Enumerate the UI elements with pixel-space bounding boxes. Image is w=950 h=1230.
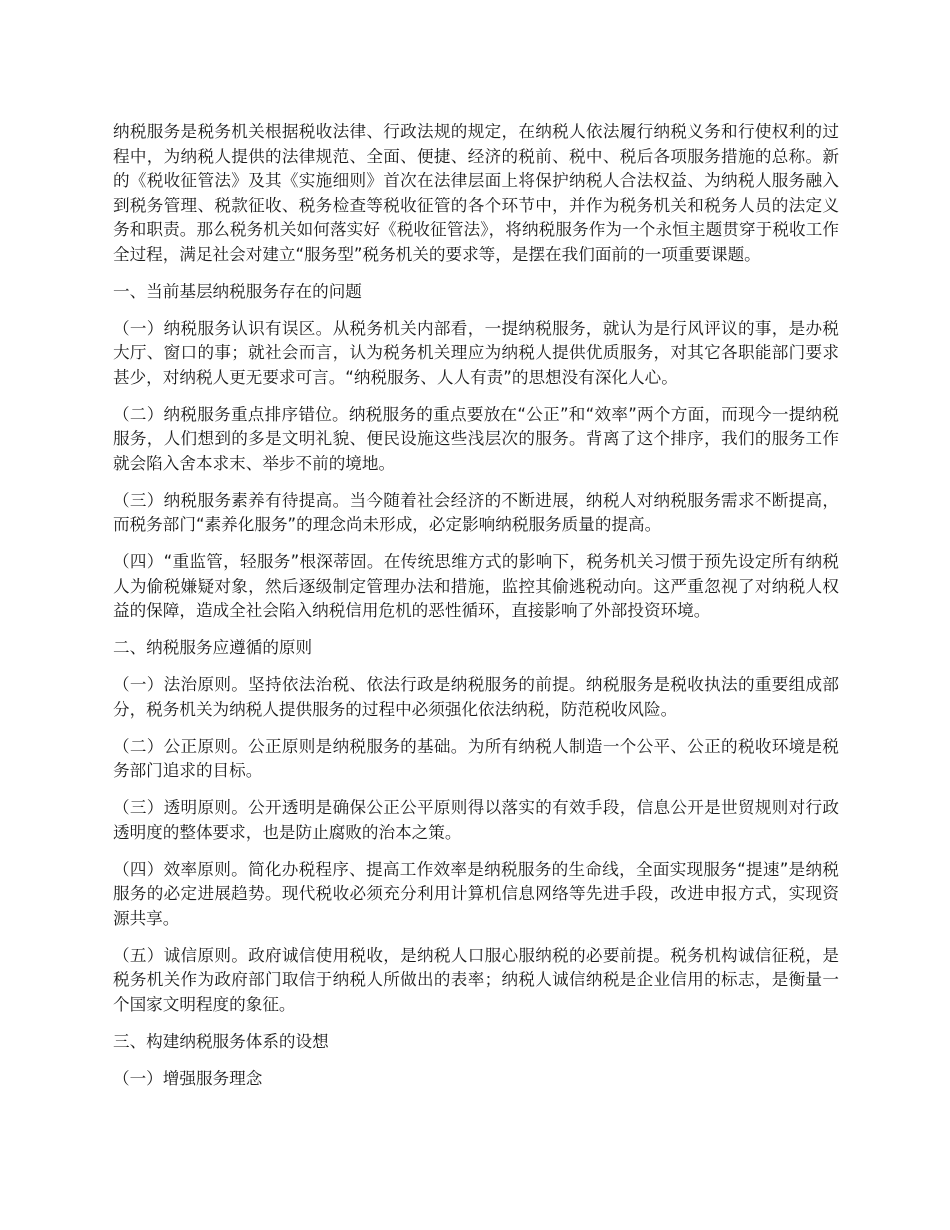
section1-paragraph-2: （二）纳税服务重点排序错位。纳税服务的重点要放在“公正”和“效率”两个方面，而现今一提纳税服务，人们想到的多是文明礼貌、便民设施这些浅层次的服务。背离了这个排序，我们的服务工作就会陷入舍本求末、举步不前的境地。 xyxy=(113,404,839,473)
section2-paragraph-3: （三）透明原则。公开透明是确保公正公平原则得以落实的有效手段，信息公开是世贸规则对行政透明度的整体要求，也是防止腐败的治本之策。 xyxy=(113,798,839,842)
section1-paragraph-1: （一）纳税服务认识有误区。从税务机关内部看，一提纳税服务，就认为是行风评议的事，是办税大厅、窗口的事；就社会而言，认为税务机关理应为纳税人提供优质服务，对其它各职能部门要求甚少，对纳税人更无要求可言。“纳税服务、人人有责”的思想没有深化人心。 xyxy=(113,318,839,387)
section-heading-2: 二、纳税服务应遵循的原则 xyxy=(113,638,313,657)
intro-paragraph: 纳税服务是税务机关根据税收法律、行政法规的规定，在纳税人依法履行纳税义务和行使权利的过程中，为纳税人提供的法律规范、全面、便捷、经济的税前、税中、税后各项服务措施的总称。新的《税收征管法》及其《实施细则》首次在法律层面上将保护纳税人合法权益、为纳税人服务融入到税务管理、税款征收、税务检查等税收征管的各个环节中，并作为税务机关和税务人员的法定义务和职责。那么税务机关如何落实好《税收征管法》，将纳税服务作为一个永恒主题贯穿于税收工作全过程，满足社会对建立“服务型”税务机关的要求等，是摆在我们面前的一项重要课题。 xyxy=(113,122,839,264)
section2-paragraph-1: （一）法治原则。坚持依法治税、依法行政是纳税服务的前提。纳税服务是税收执法的重要组成部分，税务机关为纳税人提供服务的过程中必须强化依法纳税，防范税收风险。 xyxy=(113,675,839,719)
document-page xyxy=(113,120,839,1104)
section-heading-1: 一、当前基层纳税服务存在的问题 xyxy=(113,281,362,301)
section2-paragraph-4: （四）效率原则。简化办税程序、提高工作效率是纳税服务的生命线，全面实现服务“提速”是纳税服务的必定进展趋势。现代税收必须充分利用计算机信息网络等先进手段，改进申报方式，实现资源共享。 xyxy=(113,859,839,928)
section3-paragraph-1: （一）增强服务理念 xyxy=(113,1068,263,1088)
section2-paragraph-2: （二）公正原则。公正原则是纳税服务的基础。为所有纳税人制造一个公平、公正的税收环境是税务部门追求的目标。 xyxy=(113,736,839,780)
section2-paragraph-5: （五）诚信原则。政府诚信使用税收，是纳税人口服心服纳税的必要前提。税务机构诚信征税，是税务机关作为政府部门取信于纳税人所做出的表率；纳税人诚信纳税是企业信用的标志，是衡量一个国家文明程度的象征。 xyxy=(113,945,839,1014)
section-heading-3: 三、构建纳税服务体系的设想 xyxy=(113,1031,329,1051)
section1-paragraph-4: （四）“重监管，轻服务”根深蒂固。在传统思维方式的影响下，税务机关习惯于预先设定所有纳税人为偷税嫌疑对象，然后逐级制定管理办法和措施，监控其偷逃税动向。这严重忽视了对纳税人权益的保障，造成全社会陷入纳税信用危机的恶性循环，直接影响了外部投资环境。 xyxy=(113,552,839,620)
section1-paragraph-3: （三）纳税服务素养有待提高。当今随着社会经济的不断进展，纳税人对纳税服务需求不断提高，而税务部门“素养化服务”的理念尚未形成，必定影响纳税服务质量的提高。 xyxy=(113,490,839,534)
